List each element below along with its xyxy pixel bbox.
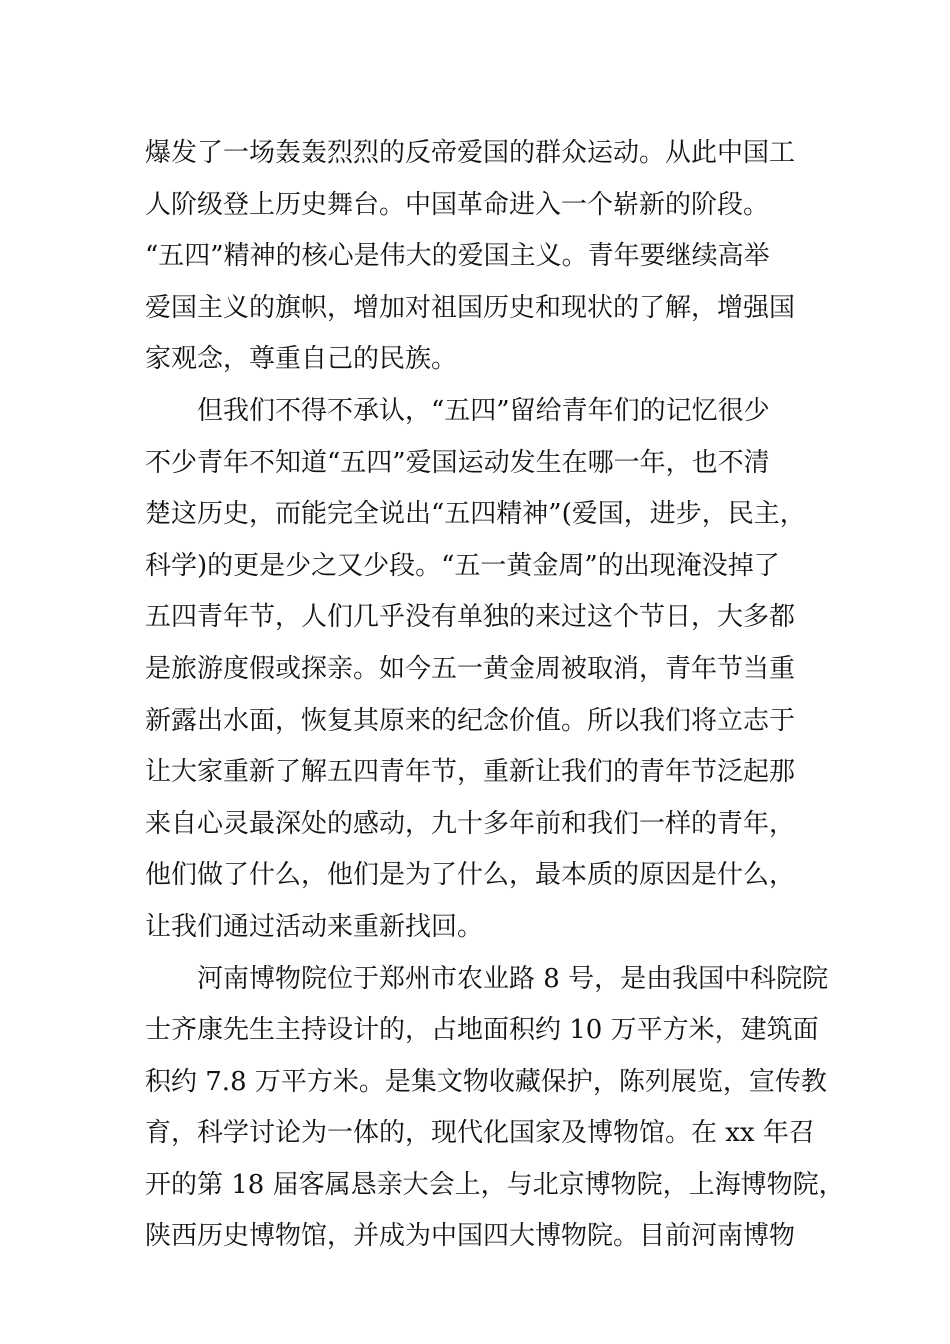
text-line: 让大家重新了解五四青年节，重新让我们的青年节泛起那 (145, 757, 796, 788)
text-line: 是旅游度假或探亲。如今五一黄金周被取消，青年节当重 (145, 653, 796, 684)
text-line: 河南博物院位于郑州市农业路 8 号，是由我国中科院院 (197, 963, 829, 994)
text-line: 不少青年不知道“五四”爱国运动发生在哪一年，也不清 (145, 447, 770, 478)
text-line: 新露出水面，恢复其原来的纪念价值。所以我们将立志于 (145, 705, 796, 736)
text-line: 积约 7.8 万平方米。是集文物收藏保护，陈列展览，宣传教 (145, 1066, 827, 1097)
text-line: 士齐康先生主持设计的，占地面积约 10 万平方米，建筑面 (145, 1015, 819, 1046)
text-line: 育，科学讨论为一体的，现代化国家及博物馆。在 xx 年召 (145, 1118, 815, 1149)
text-line: 来自心灵最深处的感动，九十多年前和我们一样的青年， (145, 808, 796, 839)
text-line: 爱国主义的旗帜，增加对祖国历史和现状的了解，增强国 (145, 292, 796, 323)
text-line: 楚这历史，而能完全说出“五四精神”(爱国，进步，民主， (145, 499, 806, 530)
text-line: 但我们不得不承认，“五四”留给青年们的记忆很少 (197, 395, 770, 426)
text-line: 科学)的更是少之又少段。“五一黄金周”的出现淹没掉了 (145, 550, 780, 581)
body-text (145, 128, 845, 1263)
text-line: 五四青年节，人们几乎没有单独的来过这个节日，大多都 (145, 602, 796, 633)
text-line: “五四”精神的核心是伟大的爱国主义。青年要继续高举 (145, 241, 770, 272)
text-line: 人阶级登上历史舞台。中国革命进入一个崭新的阶段。 (145, 189, 770, 220)
text-line: 他们做了什么，他们是为了什么，最本质的原因是什么， (145, 860, 796, 891)
text-line: 爆发了一场轰轰烈烈的反帝爱国的群众运动。从此中国工 (145, 138, 796, 168)
text-line: 陕西历史博物馆，并成为中国四大博物院。目前河南博物 (145, 1221, 796, 1252)
text-line: 家观念，尊重自己的民族。 (145, 344, 458, 375)
text-line: 让我们通过活动来重新找回。 (145, 911, 484, 942)
text-line: 开的第 18 届客属恳亲大会上，与北京博物院，上海博物院， (145, 1169, 845, 1200)
